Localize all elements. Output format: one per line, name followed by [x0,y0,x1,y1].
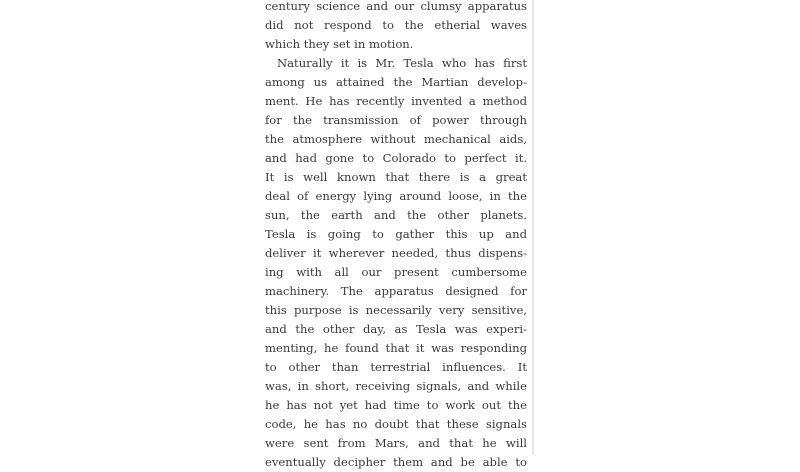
article-text-line: code, he has no doubt that these signals [265,417,527,431]
article-text-line: ing with all our present cumbersome [265,265,527,279]
article-text-line: machinery. The apparatus designed for [265,284,527,298]
article-text-line: eventually decipher them and be able to [265,455,527,469]
article-text-line: and the other day, as Tesla was experi- [265,322,527,336]
article-text-line: for the transmission of power through [265,113,527,127]
article-text-line: and had gone to Colorado to perfect it. [265,151,527,165]
article-text-line: he has not yet had time to work out the [265,398,527,412]
article-text-line: sun, the earth and the other planets. [265,208,527,222]
article-text-line: among us attained the Martian develop- [265,75,527,89]
article-text-line: which they set in motion. [265,37,414,51]
article-column [265,0,527,472]
article-text-line: the atmosphere without mechanical aids, [265,132,527,146]
article-text-line: deliver it wherever needed, thus dispens- [265,246,527,260]
article-text-line: this purpose is necessarily very sensitive, [265,303,527,317]
column-divider [532,0,534,455]
article-text-line: to other than terrestrial influences. It [265,360,527,374]
article-text-line: did not respond to the etherial waves [265,18,527,32]
article-text-line: It is well known that there is a great [265,170,527,184]
article-text-line: was, in short, receiving signals, and while [265,379,527,393]
article-text-line: deal of energy lying around loose, in the [265,189,527,203]
article-text-line: ment. He has recently invented a method [265,94,527,108]
article-text-line: Tesla is going to gather this up and [265,227,527,241]
article-text-line: were sent from Mars, and that he will [265,436,527,450]
article-text-line: Naturally it is Mr. Tesla who has first [277,56,527,70]
article-text-line: century science and our clumsy apparatus [265,0,527,13]
article-text-line: menting, he found that it was responding [265,341,527,355]
